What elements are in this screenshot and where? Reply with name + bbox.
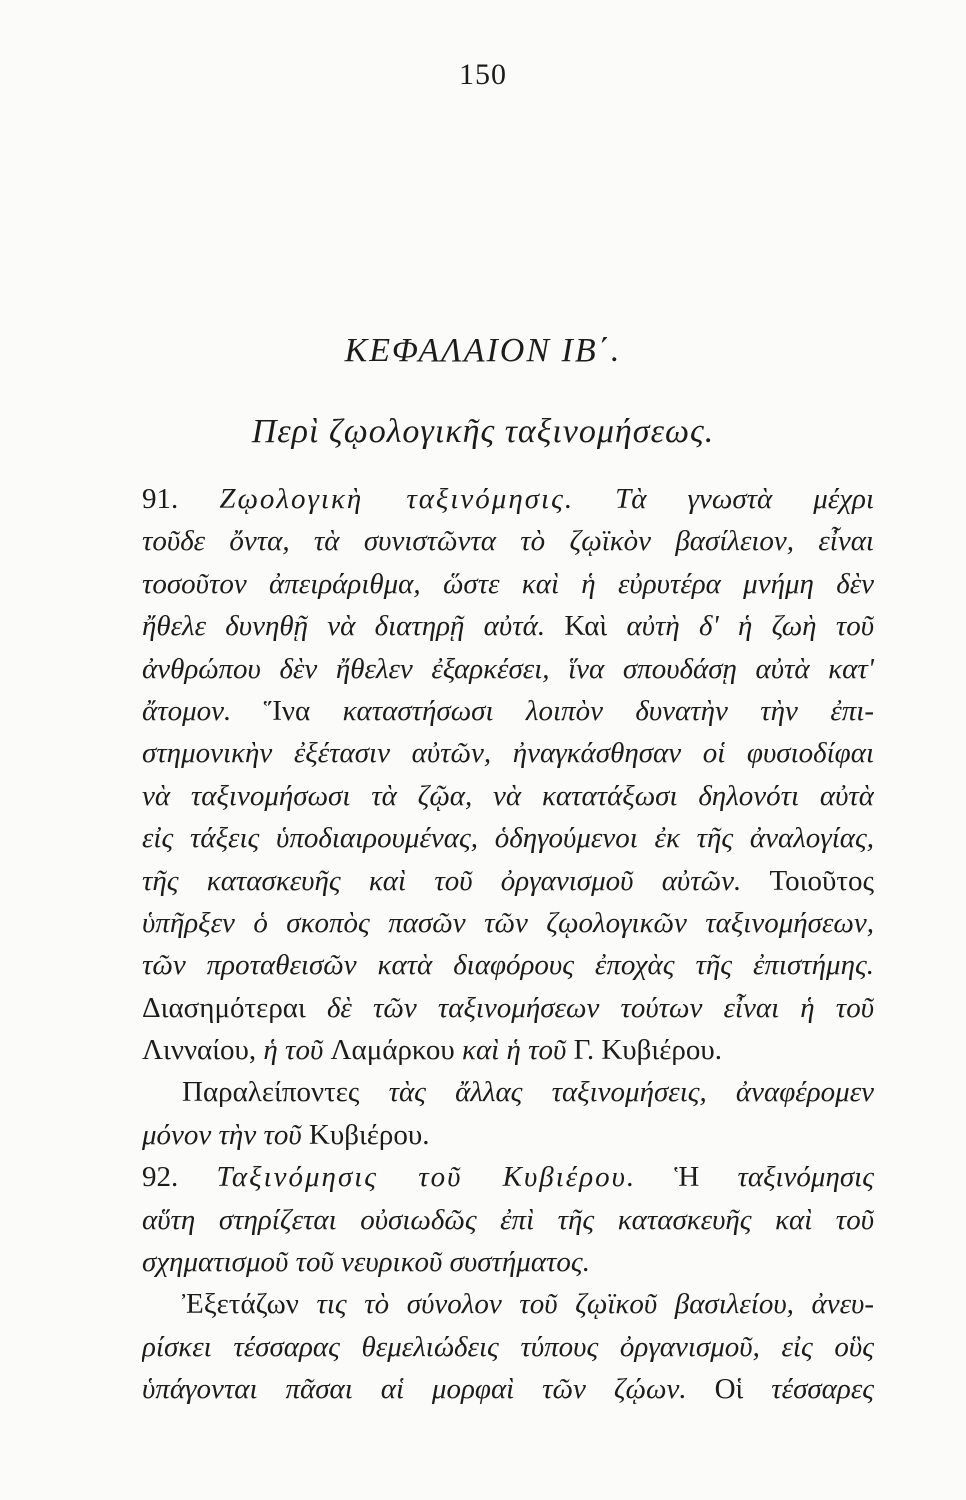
- line-text: στημονικὴν ἐξέτασιν αὐτῶν, ἠναγκάσθησαν οἱ φυσιοδίφαι: [142, 737, 874, 770]
- line-text: εἰς τάξεις ὑποδιαιρουμένας, ὁδηγούμενοι ἐκ τῆς ἀναλογίας,: [142, 822, 874, 855]
- line-text: Τὰ γνωστὰ μέχρι: [615, 483, 874, 515]
- text-line: [142, 1241, 874, 1283]
- line-text: τις τὸ σύνολον τοῦ ζῳϊκοῦ βασιλείου, ἀνευ-: [316, 1288, 874, 1321]
- text-line: [142, 1114, 874, 1156]
- text-line: [142, 520, 874, 562]
- text-line: [142, 817, 874, 859]
- text-line: [142, 648, 874, 690]
- line-text: αὕτη στηρίζεται οὐσιωδῶς ἐπὶ τῆς κατασκευῆς καὶ τοῦ: [142, 1203, 874, 1236]
- text-line: [142, 944, 874, 986]
- line-text-upright: Διασημότεραι: [142, 991, 306, 1024]
- text-line: [142, 1029, 874, 1071]
- line-text: ἀνθρώπου δὲν ἤθελεν ἐξαρκέσει, ἵνα σπουδάσῃ αὐτὰ κατ': [142, 652, 874, 685]
- line-text: νὰ ταξινομήσωσι τὰ ζῷα, νὰ κατατάξωσι δηλονότι αὐτὰ: [142, 779, 874, 812]
- text-line: [142, 478, 874, 520]
- line-text-upright: Καὶ: [564, 610, 608, 643]
- line-text-upright: Παραλείποντες: [182, 1076, 360, 1109]
- text-line: [142, 1156, 874, 1198]
- line-text-upright: Οἱ: [714, 1373, 744, 1406]
- line-text-upright: Τοιοῦτος: [769, 864, 874, 897]
- line-text: μόνον τὴν τοῦ: [142, 1118, 302, 1151]
- line-text: ταξινόμησις: [737, 1161, 874, 1194]
- text-line: [142, 605, 874, 647]
- text-line: [142, 690, 874, 732]
- text-line: [142, 1368, 874, 1410]
- line-text: τέσσαρες: [771, 1373, 874, 1406]
- line-text: ὑπῆρξεν ὁ σκοπὸς πασῶν τῶν ζῳολογικῶν ταξινομήσεων,: [142, 906, 874, 939]
- text-line: [142, 860, 874, 902]
- chapter-subtitle: Περὶ ζῳολογικῆς ταξινομήσεως.: [251, 413, 715, 450]
- section-heading: Ζῳολογικὴ ταξινόμησις.: [219, 483, 575, 515]
- body-text: [142, 478, 874, 1411]
- line-text: ἡ τοῦ: [263, 1034, 324, 1067]
- text-line: [142, 732, 874, 774]
- line-text: τῆς κατασκευῆς καὶ τοῦ ὀργανισμοῦ αὐτῶν.: [142, 864, 742, 897]
- text-line: [142, 1071, 874, 1113]
- line-text: τοσοῦτον ἀπειράριθμα, ὥστε καὶ ἡ εὐρυτέρα μνήμη δὲν: [142, 567, 874, 600]
- line-text-upright: Κυβιέρου.: [308, 1118, 430, 1151]
- line-text: αὐτὴ δ' ἡ ζωὴ τοῦ: [626, 610, 874, 643]
- line-text-upright: Λινναίου,: [142, 1034, 257, 1067]
- line-text: δὲ τῶν ταξινομήσεων τούτων εἶναι ἡ τοῦ: [326, 991, 874, 1024]
- line-text-upright: Λαμάρκου: [330, 1034, 455, 1067]
- line-text: καὶ ἡ τοῦ: [462, 1034, 567, 1067]
- line-text: σχηματισμοῦ τοῦ νευρικοῦ συστήματος.: [142, 1246, 590, 1279]
- text-line: [142, 775, 874, 817]
- line-text-upright: Γ. Κυβιέρου.: [573, 1034, 722, 1067]
- line-text: ρίσκει τέσσαρας θεμελιώδεις τύπους ὀργανισμοῦ, εἰς οὓς: [142, 1330, 874, 1363]
- text-line: [142, 1283, 874, 1325]
- line-text: ἤθελε δυνηθῇ νὰ διατηρῇ αὐτά.: [142, 610, 546, 643]
- line-text-upright: Ἡ: [674, 1161, 700, 1194]
- line-text-upright: Ἵνα: [263, 694, 311, 727]
- chapter-title: ΚΕΦΑΛΑΙΟΝ ΙΒ΄.: [344, 332, 622, 369]
- line-text-upright: Ἐξετάζων: [182, 1288, 299, 1321]
- line-text: καταστήσωσι λοιπὸν δυνατὴν τὴν ἐπι-: [342, 694, 874, 727]
- paragraph-number: 91.: [142, 483, 179, 515]
- text-line: [142, 1199, 874, 1241]
- line-text: τὰς ἄλλας ταξινομήσεις, ἀναφέρομεν: [388, 1076, 874, 1109]
- line-text: τοῦδε ὄντα, τὰ συνιστῶντα τὸ ζῳϊκὸν βασίλειον, εἶναι: [142, 525, 874, 558]
- line-text: ἄτομον.: [142, 694, 232, 727]
- text-line: [142, 987, 874, 1029]
- paragraph-number: 92.: [142, 1161, 179, 1194]
- line-text: τῶν προταθεισῶν κατὰ διαφόρους ἐποχὰς τῆς ἐπιστήμης.: [142, 949, 874, 982]
- text-line: [142, 1326, 874, 1368]
- line-text: ὑπάγονται πᾶσαι αἱ μορφαὶ τῶν ζῴων.: [142, 1373, 687, 1406]
- text-line: [142, 902, 874, 944]
- section-heading: Ταξινόμησις τοῦ Κυβιέρου.: [216, 1161, 637, 1194]
- text-line: [142, 563, 874, 605]
- page-number: 150: [459, 58, 507, 91]
